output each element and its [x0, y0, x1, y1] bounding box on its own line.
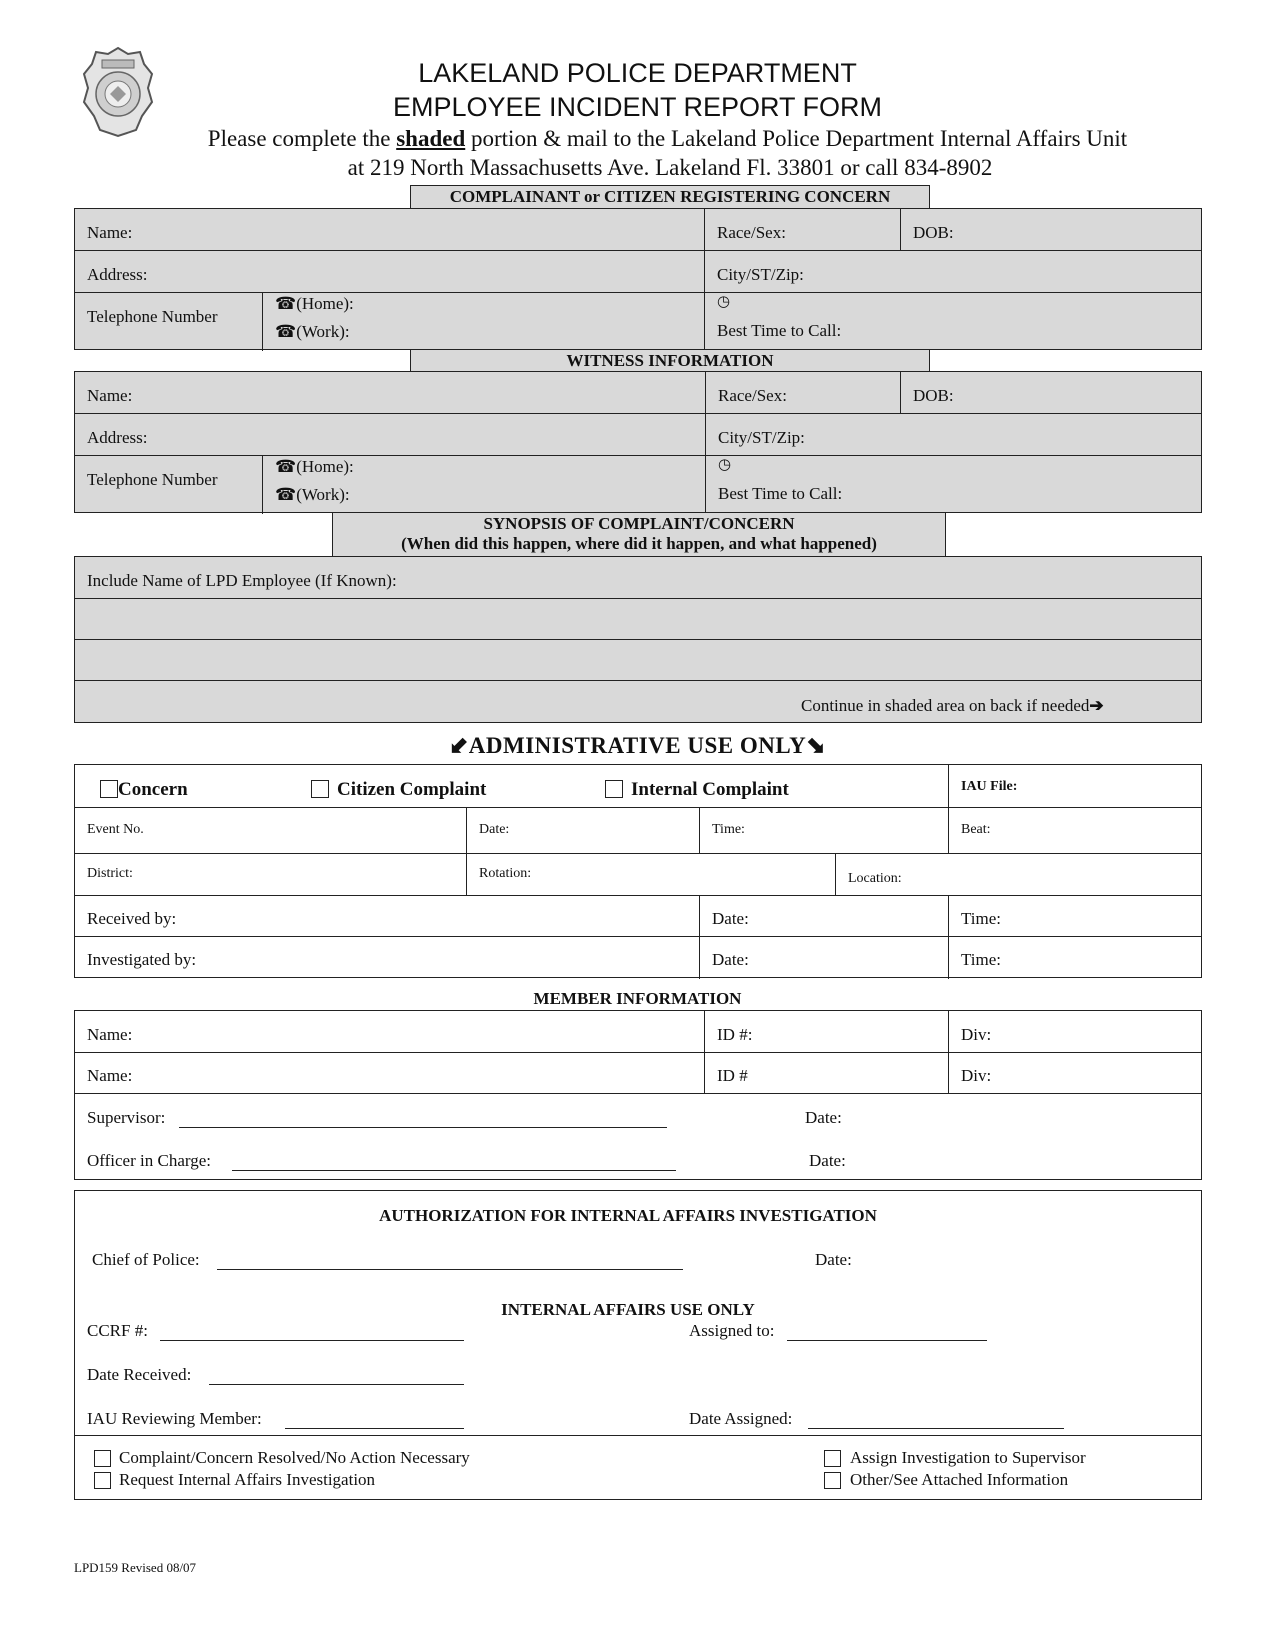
chief-signature-line[interactable]: [217, 1269, 683, 1270]
synopsis-section-header: [332, 512, 946, 557]
member-id-field-2[interactable]: ID #: [717, 1066, 748, 1085]
witness-telephone-label: Telephone Number: [87, 470, 218, 489]
complainant-section-title: COMPLAINANT or CITIZEN REGISTERING CONCERN: [449, 187, 891, 206]
telephone-icon: ☎: [275, 294, 297, 313]
member-div-field-2[interactable]: Div:: [961, 1066, 992, 1085]
event-time-field[interactable]: Time:: [712, 822, 745, 837]
telephone-icon: ☎: [275, 485, 297, 504]
synopsis-line-2[interactable]: [75, 599, 1201, 638]
complainant-dob-field[interactable]: DOB:: [913, 223, 954, 242]
witness-work-phone-field[interactable]: [275, 485, 350, 505]
instructions-shaded-word: shaded: [396, 126, 466, 151]
member-table: [74, 1010, 1202, 1180]
assigned-to-label: Assigned to:: [689, 1321, 775, 1340]
instructions-text: Please complete the: [207, 126, 397, 151]
event-date-field[interactable]: Date:: [479, 822, 510, 837]
complainant-city-field[interactable]: City/ST/Zip:: [717, 265, 804, 284]
witness-dob-field[interactable]: DOB:: [913, 386, 954, 405]
other-attached-checkbox[interactable]: [824, 1472, 841, 1489]
witness-best-time-field[interactable]: Best Time to Call:: [718, 484, 843, 503]
assign-supervisor-label: Assign Investigation to Supervisor: [850, 1448, 1086, 1467]
beat-field[interactable]: Beat:: [961, 822, 991, 837]
iau-reviewing-member-input-line[interactable]: [285, 1428, 464, 1429]
complainant-home-phone-field[interactable]: [275, 294, 354, 314]
chief-date-field[interactable]: Date:: [815, 1250, 852, 1269]
received-date-field[interactable]: Date:: [712, 909, 749, 928]
internal-complaint-checkbox[interactable]: [605, 780, 623, 798]
telephone-icon: ☎: [275, 322, 297, 341]
work-phone-label: (Work):: [296, 485, 350, 504]
received-by-field[interactable]: Received by:: [87, 909, 177, 928]
admin-table: [74, 764, 1202, 978]
telephone-icon: ☎: [275, 457, 297, 476]
officer-date-field[interactable]: Date:: [809, 1151, 846, 1170]
iau-reviewing-member-label: IAU Reviewing Member:: [87, 1409, 262, 1428]
synopsis-title: SYNOPSIS OF COMPLAINT/CONCERN: [483, 514, 795, 533]
supervisor-label: Supervisor:: [87, 1108, 166, 1127]
lpd-employee-name-field[interactable]: Include Name of LPD Employee (If Known):: [87, 571, 397, 590]
concern-checkbox[interactable]: [100, 780, 118, 798]
form-revision-code: LPD159 Revised 08/07: [74, 1560, 197, 1575]
district-field[interactable]: District:: [87, 866, 133, 881]
other-attached-label: Other/See Attached Information: [850, 1470, 1069, 1489]
citizen-complaint-checkbox[interactable]: [311, 780, 329, 798]
synopsis-table: [74, 556, 1202, 723]
investigated-date-field[interactable]: Date:: [712, 950, 749, 969]
synopsis-subtitle: (When did this happen, where did it happen, and what happened): [401, 534, 877, 553]
officer-in-charge-signature-line[interactable]: [232, 1170, 676, 1171]
complainant-section-header: [410, 185, 930, 209]
rotation-field[interactable]: Rotation:: [479, 866, 532, 881]
chief-of-police-label: Chief of Police:: [92, 1250, 200, 1269]
arrow-down-right-icon: ⬊: [806, 733, 826, 758]
resolved-checkbox[interactable]: [94, 1450, 111, 1467]
member-div-field-1[interactable]: Div:: [961, 1025, 992, 1044]
request-ia-label: Request Internal Affairs Investigation: [119, 1470, 376, 1489]
complainant-best-time-field[interactable]: Best Time to Call:: [717, 321, 842, 340]
internal-complaint-label: Internal Complaint: [631, 779, 789, 800]
member-name-field-2[interactable]: Name:: [87, 1066, 133, 1085]
arrow-right-icon: ➔: [1089, 696, 1104, 715]
assign-supervisor-checkbox[interactable]: [824, 1450, 841, 1467]
instructions-line-1: [0, 126, 1275, 152]
concern-label: Concern: [118, 779, 188, 800]
ccrf-input-line[interactable]: [160, 1340, 464, 1341]
work-phone-label: (Work):: [296, 322, 350, 341]
assigned-to-input-line[interactable]: [787, 1340, 987, 1341]
supervisor-date-field[interactable]: Date:: [805, 1108, 842, 1127]
officer-in-charge-label: Officer in Charge:: [87, 1151, 211, 1170]
supervisor-signature-line[interactable]: [179, 1127, 667, 1128]
date-assigned-input-line[interactable]: [808, 1428, 1064, 1429]
complainant-table: [74, 208, 1202, 350]
member-id-field-1[interactable]: ID #:: [717, 1025, 753, 1044]
clock-icon: ◷: [718, 457, 732, 473]
witness-race-sex-field[interactable]: Race/Sex:: [718, 386, 787, 405]
request-ia-checkbox[interactable]: [94, 1472, 111, 1489]
investigated-by-field[interactable]: Investigated by:: [87, 950, 197, 969]
location-field[interactable]: Location:: [848, 871, 902, 886]
complainant-race-sex-field[interactable]: Race/Sex:: [717, 223, 786, 242]
instructions-line-2: at 219 North Massachusetts Ave. Lakeland Fl. 33801 or call 834-8902: [347, 155, 993, 180]
clock-icon: ◷: [717, 294, 731, 310]
complainant-work-phone-field[interactable]: [275, 322, 350, 342]
authorization-title: AUTHORIZATION FOR INTERNAL AFFAIRS INVESTIGATION: [379, 1206, 877, 1225]
admin-title-text: ADMINISTRATIVE USE ONLY: [468, 733, 807, 758]
complainant-telephone-label: Telephone Number: [87, 307, 218, 326]
home-phone-label: (Home):: [296, 457, 354, 476]
arrow-down-left-icon: ⬋: [449, 733, 469, 758]
resolved-label: Complaint/Concern Resolved/No Action Necessary: [119, 1448, 470, 1467]
iau-file-field[interactable]: IAU File:: [961, 779, 1018, 794]
received-time-field[interactable]: Time:: [961, 909, 1002, 928]
date-received-input-line[interactable]: [209, 1384, 464, 1385]
form-title-department: LAKELAND POLICE DEPARTMENT: [418, 58, 857, 88]
witness-address-field[interactable]: Address:: [87, 428, 148, 447]
date-received-label: Date Received:: [87, 1365, 192, 1384]
citizen-complaint-label: Citizen Complaint: [337, 779, 487, 800]
witness-table: [74, 371, 1202, 513]
member-info-title: MEMBER INFORMATION: [533, 989, 742, 1008]
admin-title: [0, 733, 1275, 759]
witness-city-field[interactable]: City/ST/Zip:: [718, 428, 805, 447]
home-phone-label: (Home):: [296, 294, 354, 313]
ccrf-label: CCRF #:: [87, 1321, 148, 1340]
date-assigned-label: Date Assigned:: [689, 1409, 793, 1428]
continue-text: Continue in shaded area on back if needed: [801, 696, 1090, 715]
witness-name-field[interactable]: Name:: [87, 386, 133, 405]
complainant-name-field[interactable]: Name:: [87, 223, 133, 242]
synopsis-line-3[interactable]: [75, 640, 1201, 679]
witness-home-phone-field[interactable]: [275, 457, 354, 477]
witness-section-header: [410, 349, 930, 372]
investigated-time-field[interactable]: Time:: [961, 950, 1002, 969]
form-title-report: EMPLOYEE INCIDENT REPORT FORM: [392, 92, 883, 122]
ia-use-only-title: INTERNAL AFFAIRS USE ONLY: [501, 1300, 755, 1319]
authorization-table: [74, 1190, 1202, 1500]
instructions-text-end: portion & mail to the Lakeland Police Department Internal Affairs Unit: [465, 126, 1128, 151]
member-name-field-1[interactable]: Name:: [87, 1025, 133, 1044]
continue-on-back-note: [801, 696, 1104, 716]
complainant-address-field[interactable]: Address:: [87, 265, 148, 284]
event-no-field[interactable]: Event No.: [87, 822, 144, 837]
witness-section-title: WITNESS INFORMATION: [566, 351, 774, 370]
